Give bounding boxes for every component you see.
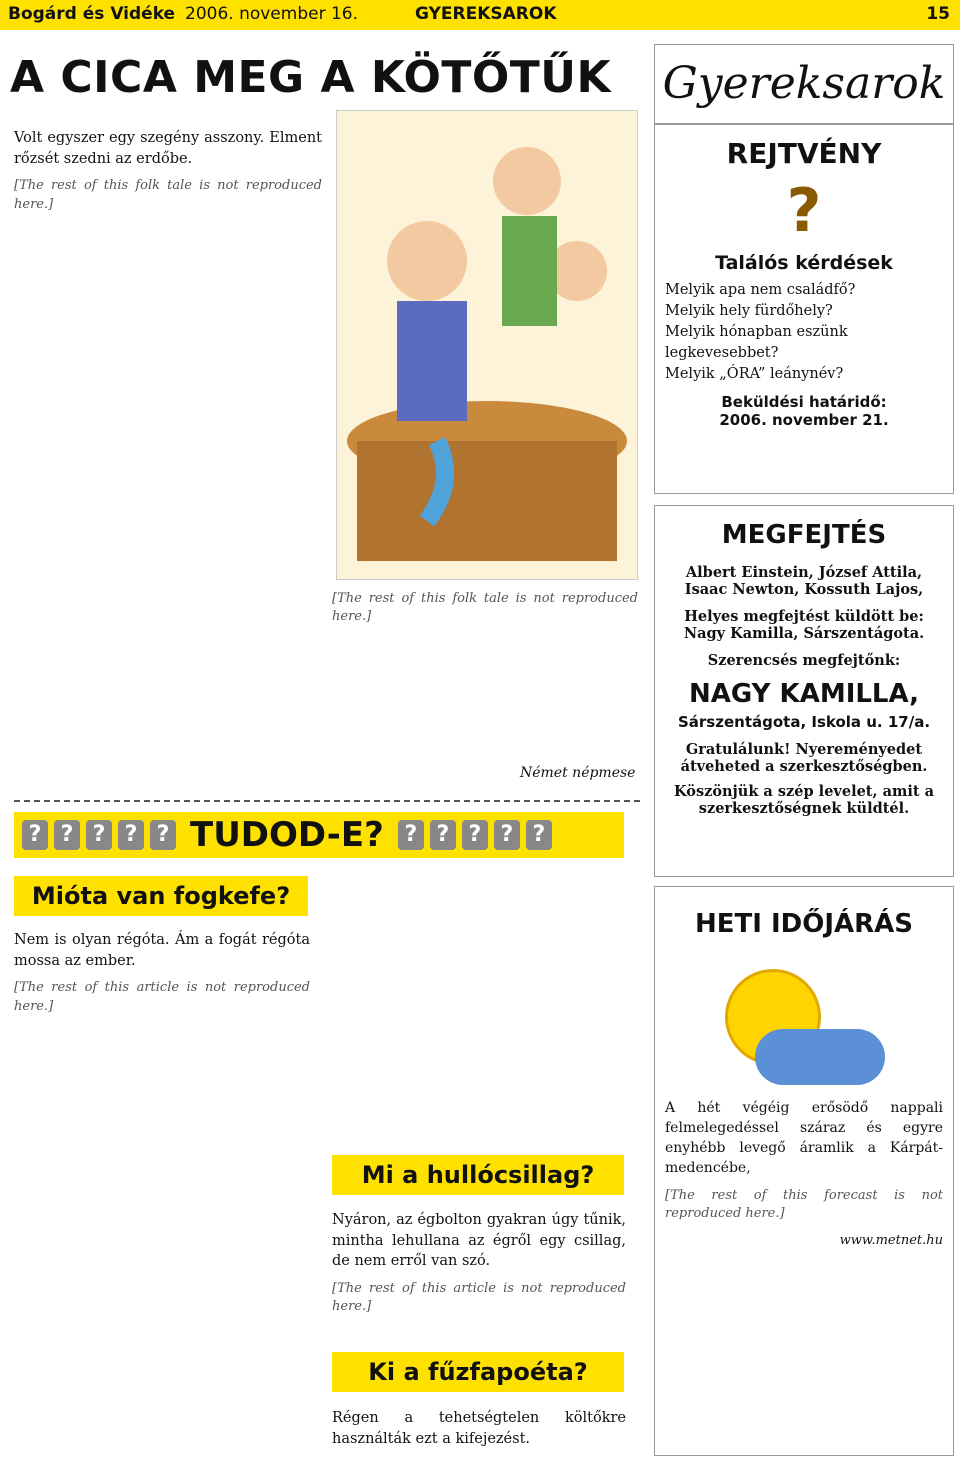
meteor-heading: Mi a hullócsillag? xyxy=(332,1155,624,1195)
weather-forecast xyxy=(665,1099,943,1223)
congratulations: Gratulálunk! Nyereményedet átveheted a szerkesztőségben. xyxy=(680,741,928,775)
poet-opening: Régen a tehetségtelen költőkre használták ezt a kifejezést. xyxy=(332,1410,626,1447)
story-continuation xyxy=(332,590,638,627)
issue-date: 2006. november 16. xyxy=(185,4,359,24)
solution-box xyxy=(654,505,954,877)
meteor-omitted-note: [The rest of this article is not reproduced here.] xyxy=(332,1280,626,1315)
deadline-label: Beküldési határidő: xyxy=(721,393,887,412)
story-column xyxy=(14,128,322,214)
puzzle-box xyxy=(654,124,954,494)
riddle-list xyxy=(665,280,943,385)
weather-box xyxy=(654,886,954,1456)
poet-article xyxy=(332,1408,626,1449)
story-opening: Volt egyszer egy szegény asszony. Elment rőzsét szedni az erdőbe. xyxy=(14,130,322,167)
winner-name: NAGY KAMILLA, xyxy=(689,679,919,709)
question-mark-icon: ? xyxy=(526,820,552,850)
puzzle-heading: REJTVÉNY xyxy=(726,137,882,170)
deadline-date: 2006. november 21. xyxy=(719,411,889,430)
question-mark-icon: ? xyxy=(786,176,822,246)
toothbrush-article xyxy=(14,930,310,1016)
question-mark-icon: ? xyxy=(150,820,176,850)
solution-answer: Albert Einstein, József Attila, Isaac Newton, Kossuth Lajos, xyxy=(684,564,924,598)
question-mark-icon: ? xyxy=(462,820,488,850)
question-mark-icon: ? xyxy=(430,820,456,850)
poet-heading: Ki a fűzfapoéta? xyxy=(332,1352,624,1392)
page-number: 15 xyxy=(926,4,950,24)
sent-label: Helyes megfejtést küldött be: xyxy=(684,608,924,625)
tudod-e-label: TUDOD-E? xyxy=(190,815,384,855)
puzzle-subheading: Találós kérdések xyxy=(715,252,893,274)
story-title: A CICA MEG A KÖTŐTŰK xyxy=(10,52,612,103)
weather-omitted-note: [The rest of this forecast is not reproduced here.] xyxy=(665,1187,943,1221)
page-header xyxy=(0,0,960,30)
meteor-article xyxy=(332,1210,626,1317)
cloud-icon xyxy=(755,1029,885,1085)
riddle-item: Melyik apa nem családfő? xyxy=(665,282,856,298)
winner-address: Sárszentágota, Iskola u. 17/a. xyxy=(677,713,931,731)
winner-label: Szerencsés megfejtőnk: xyxy=(707,652,901,669)
riddle-item: Melyik hely fürdőhely? xyxy=(665,303,833,320)
riddle-item: Melyik hónapban eszünk legkevesebbet? xyxy=(665,324,848,362)
question-mark-icon: ? xyxy=(494,820,520,850)
sent-by: Nagy Kamilla, Sárszentágota. xyxy=(683,625,925,642)
weather-source: www.metnet.hu xyxy=(839,1233,943,1249)
question-mark-icon: ? xyxy=(118,820,144,850)
question-mark-icon: ? xyxy=(22,820,48,850)
question-mark-icon: ? xyxy=(398,820,424,850)
section-name: GYEREKSAROK xyxy=(415,4,557,24)
gyereksarok-logo: Gyereksarok xyxy=(654,44,954,124)
tudod-e-banner xyxy=(14,812,624,858)
paper-name: Bogárd és Vidéke xyxy=(8,4,176,24)
story-illustration xyxy=(336,110,638,580)
weather-opening: A hét végéig erősödő nappali felmelegedéssel száraz és egyre enyhébb levegő áramlik a Kárpát-medencébe, xyxy=(665,1100,943,1176)
weather-graphic xyxy=(665,949,943,1099)
story-byline: Német népmese xyxy=(520,765,636,781)
weather-heading: HETI IDŐJÁRÁS xyxy=(694,909,913,939)
toothbrush-heading: Mióta van fogkefe? xyxy=(14,876,308,916)
question-mark-icon: ? xyxy=(54,820,80,850)
riddle-item: Melyik „ÓRA” leánynév? xyxy=(665,366,844,383)
story-continuation-note: [The rest of this folk tale is not reproduced here.] xyxy=(332,591,638,625)
family-and-cat-illustration xyxy=(337,111,637,579)
section-divider xyxy=(14,800,640,802)
meteor-opening: Nyáron, az égbolton gyakran úgy tűnik, mintha lehullana az égről egy csillag, de nem erről van szó. xyxy=(332,1212,626,1270)
story-omitted-note: [The rest of this folk tale is not reproduced here.] xyxy=(14,178,322,212)
thanks-note: Köszönjük a szép levelet, amit a szerkesztőségnek küldtél. xyxy=(673,783,934,817)
question-mark-icon: ? xyxy=(86,820,112,850)
toothbrush-omitted-note: [The rest of this article is not reproduced here.] xyxy=(14,980,310,1014)
toothbrush-opening: Nem is olyan régóta. Ám a fogát régóta mossa az ember. xyxy=(14,932,310,969)
solution-heading: MEGFEJTÉS xyxy=(721,520,887,550)
